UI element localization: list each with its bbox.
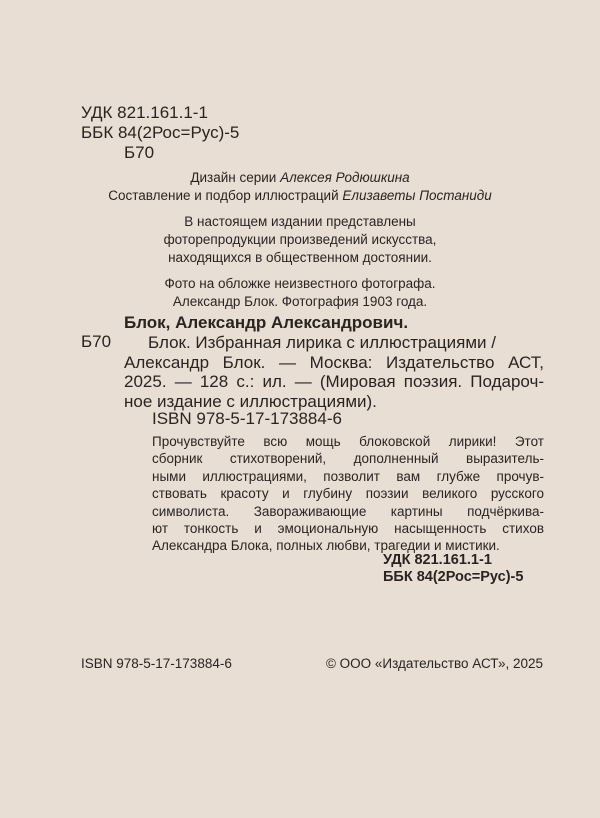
footer-copyright: © ООО «Издательство АСТ», 2025 xyxy=(325,656,543,671)
annotation-line: Александра Блока, полных любви, трагедии и мистики. xyxy=(152,538,500,554)
author-mark: Б70 xyxy=(124,143,155,162)
bib-description-line: Александр Блок. — Москва: Издательство АСТ, xyxy=(124,352,544,372)
public-domain-note-line: фоторепродукции произведений искусства, xyxy=(163,232,437,247)
annotation-line: Прочувствуйте всю мощь блоковской лирики! Этот xyxy=(152,434,544,449)
bib-description-line: Блок. Избранная лирика с иллюстрациями / xyxy=(148,333,496,352)
series-design-credit: Дизайн серии Алексея Родюшкина xyxy=(190,170,410,185)
compiler-name: Елизаветы Постаниди xyxy=(342,188,492,203)
annotation-line: ют тонкость и эмоциональную насыщенность стихов xyxy=(152,521,544,537)
annotation-codes xyxy=(383,552,523,586)
udk-code: УДК 821.161.1-1 xyxy=(81,103,208,122)
bib-description xyxy=(124,333,544,411)
footer-isbn: ISBN 978-5-17-173884-6 xyxy=(81,656,232,671)
annotation xyxy=(152,433,544,555)
classification-codes xyxy=(81,103,239,163)
cover-photo-note-line: Фото на обложке неизвестного фотографа. xyxy=(164,276,436,291)
annotation-udk: УДК 821.161.1-1 xyxy=(383,552,492,568)
public-domain-note-line: находящихся в общественном достоянии. xyxy=(168,250,432,265)
cover-photo-note-line: Александр Блок. Фотография 1903 года. xyxy=(172,294,428,309)
annotation-line: сборник стихотворений, дополненный выразитель- xyxy=(152,451,544,467)
public-domain-note-line: В настоящем издании представлены xyxy=(184,214,416,229)
bib-author-mark: Б70 xyxy=(81,332,112,351)
bib-description-line: 2025. — 128 с.: ил. — (Мировая поэзия. Подароч- xyxy=(124,372,544,391)
credits-block xyxy=(0,169,600,311)
bib-isbn: ISBN 978-5-17-173884-6 xyxy=(152,409,342,428)
illustrations-credit: Составление и подбор иллюстраций Елизаветы Постаниди xyxy=(108,188,492,203)
designer-name: Алексея Родюшкина xyxy=(280,170,410,185)
bbk-code: ББК 84(2Рос=Рус)-5 xyxy=(81,123,240,142)
annotation-line: символиста. Завораживающие картины подчёркива- xyxy=(152,503,544,519)
bib-author: Блок, Александр Александрович. xyxy=(124,313,409,332)
annotation-line: ными иллюстрациями, позволит вам глубже прочув- xyxy=(152,468,544,484)
annotation-line: ствовать красоту и глубину поэзии великого русского xyxy=(152,486,544,502)
annotation-bbk: ББК 84(2Рос=Рус)-5 xyxy=(383,569,524,585)
bib-description-line: ное издание с иллюстрациями). xyxy=(124,391,377,411)
